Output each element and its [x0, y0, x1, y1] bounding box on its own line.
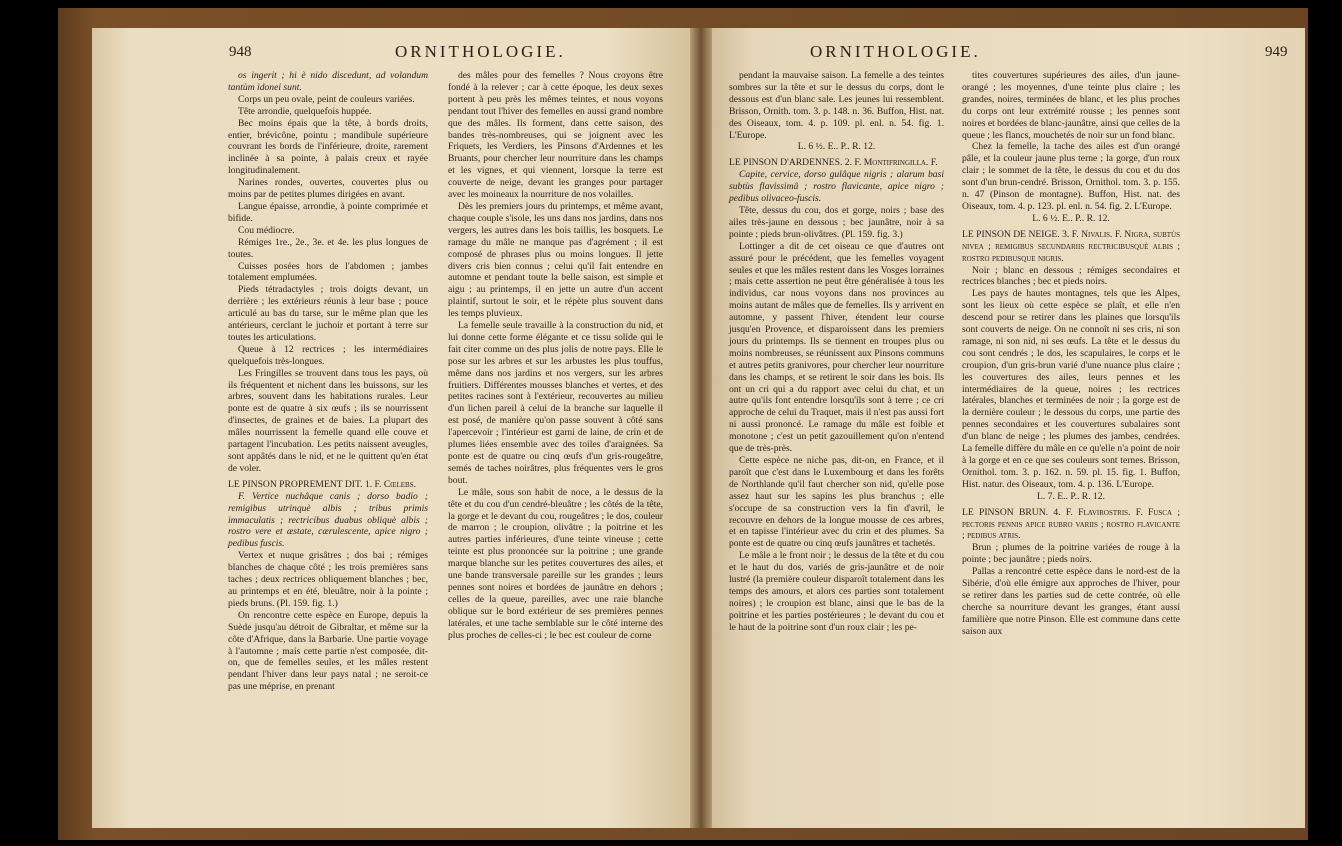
- paragraph: des mâles pour des femelles ? Nous croyons être fondé à la relever ; car à cette époque, les deux sexes portent à peu près les mêmes teintes, et nous voyons pendant tout l'hiver des femelles en aussi grand nombre que des mâles. Ils forment, dans cette saison, des bandes très-nombreuses, qui se joignent avec les Friquets, les Verdiers, les Pinsons d'Ardennes et les Bruants, pour chercher leur nourriture dans les champs et les vignes, et qui viennent, lorsque la terre est couverte de neige, devant les granges pour partager avec les moineaux la nourriture de nos volailles.: [448, 70, 663, 201]
- paragraph: Brun ; plumes de la poitrine variées de rouge à la pointe ; bec jaunâtre ; pieds noirs.: [962, 542, 1180, 566]
- left-page-number: 948: [229, 44, 252, 60]
- section-title: LE PINSON BRUN. 4. F. Flavirostris. F. Fusca ; pectoris pennis apice rubro variis ; rostro flavicante ; pedibus atris.: [962, 506, 1180, 542]
- paragraph: Cette espèce ne niche pas, dit-on, en France, et il paroît que c'est dans le Luxembourg et dans les forêts de Northlande qu'il faut chercher son nid, qu'elle pose assez haut sur les sapins les plus branchus ; elle s'occupe de sa construction vers la fin d'avril, le recouvre en dehors de la longue mousse de ces arbres, et en tapisse l'intérieur avec du crin et des plumes. Sa ponte est de quatre ou cinq œufs jaunâtres et tachetés.: [729, 455, 944, 550]
- section-title: LE PINSON D'ARDENNES. 2. F. Montifringilla. F.: [729, 157, 938, 169]
- paragraph: Les Fringilles se trouvent dans tous les pays, où ils fréquentent et nichent dans les buissons, sur les arbres, souvent dans les habitations rurales. Leur ponte est de quatre à six œufs ; ils se nourrissent d'insectes, de graines et de baies. La plupart des mâles nourrissent la femelle quand elle couve et partagent l'incubation. Les petits naissent aveugles, sont appâtés dans le nid, et ne le quittent qu'en état de voler.: [228, 367, 428, 474]
- paragraph: Pieds tétradactyles ; trois doigts devant, un derrière ; les extérieurs réunis à leur base ; pouce articulé au bas du tarse, sur le même plan que les antérieurs, cerclant le juchoir et portant à terre sur toutes les articulations.: [228, 284, 428, 343]
- measurement-line: L. 6 ½. E.. P.. R. 12.: [797, 141, 876, 153]
- right-column-1: [729, 70, 944, 634]
- paragraph: On rencontre cette espèce en Europe, depuis la Suède jusqu'au détroit de Gibraltar, et même sur la côte d'Afrique, dans la Barbarie. Une partie voyage à l'automne ; mais cette partie n'est composée, dit-on, que de femelles seules, et les mâles restent pendant l'hiver dans leur pays natal ; ne seroit-ce pas une méprise, en prenant: [228, 609, 428, 693]
- paragraph: Lottinger a dit de cet oiseau ce que d'autres ont assuré pour le précédent, que les femelles voyagent seules et que les mâles restent dans les Vosges lorraines ; mais cette assertion ne peut être généralisée à tous les individus, car nous voyons dans nos provinces au moins autant de mâles que de femelles. Ils y arrivent en automne, y passent l'hiver, étendent leur course jusqu'en Provence, et disparoissent dans les premiers jours du printemps. Ils se tiennent en troupes plus ou moins nombreuses, se réunissent aux Pinsons communs et autres petits granivores, pour chercher leur nourriture dans les champs, et se retirent le soir dans les bois. Ils ont un cri qui a du rapport avec celui du chat, et un autre qu'ils font entendre lorsqu'ils sont à terre ; ce cri approche de celui du Traquet, mais il n'est pas aussi fort ni aussi prononcé. Le ramage du mâle est foible et monotone ; c'est un petit gazouillement qu'on n'entend que de très-près.: [729, 240, 944, 455]
- paragraph: pendant la mauvaise saison. La femelle a des teintes sombres sur la tête et sur le dessus du corps, dont le dessous est d'un blanc sale. Les jeunes lui ressemblent. Brisson, Ornith. tom. 3. p. 148. n. 36. Buffon, Hist. nat. des Oiseaux, tom. 4. p. 109. pl. enl. n. 54. fig. 1. L'Europe.: [729, 70, 944, 141]
- paragraph: tites couvertures supérieures des ailes, d'un jaune-orangé ; les moyennes, d'une teinte plus claire ; les grandes, noires, terminées de blanc, et les plus proches du corps ont leur extrémité rousse ; les pennes sont noires et bordées de blanc-jaunâtre, ainsi que celles de la queue ; les flancs, mouchetés de noir sur un fond blanc.: [962, 70, 1180, 141]
- paragraph: Tête, dessus du cou, dos et gorge, noirs ; base des ailes très-jaune en dessous ; bec jaunâtre, noir à sa pointe ; pieds brun-olivâtres. (Pl. 159. fig. 3.): [729, 204, 944, 240]
- section-title: LE PINSON DE NEIGE. 3. F. Nivalis. F. Nigra, subtùs nivea ; remigibus secundariis rectricibusquè albis ; rostro pedibusque nigris.: [962, 228, 1180, 264]
- right-page-number: 949: [1265, 44, 1288, 60]
- paragraph: Narines rondes, ouvertes, couvertes plus ou moins par de petites plumes dirigées en avant.: [228, 177, 428, 201]
- left-column-2: [448, 70, 663, 642]
- paragraph: Langue épaisse, arrondie, à pointe comprimée et bifide.: [228, 200, 428, 224]
- measurement-line: L. 6 ½. E.. P.. R. 12.: [1032, 212, 1110, 224]
- paragraph: os ingerit ; hi è nido discedunt, ad volandum tantùm idonei sunt.: [228, 70, 428, 93]
- paragraph: Pallas a rencontré cette espèce dans le nord-est de la Sibérie, d'où elle émigre aux approches de l'hiver, pour se retirer dans les parties sud de cette contrée, où elle cherche sa nourriture devant les granges, étant aussi familière que notre Pinson. Elle est commune dans cette saison aux: [962, 566, 1180, 637]
- paragraph: Capite, cervice, dorso gulâque nigris ; alarum basi subtùs flavissimâ ; rostro flavicante, apice nigro ; pedibus olivaceo-fuscis.: [729, 169, 944, 205]
- section-title: LE PINSON PROPREMENT DIT. 1. F. Cœlebs.: [228, 478, 416, 490]
- paragraph: Corps un peu ovale, peint de couleurs variées.: [238, 93, 415, 105]
- paragraph: Tête arrondie, quelquefois huppée.: [238, 105, 372, 117]
- paragraph: Le mâle, sous son habit de noce, a le dessus de la tête et du cou d'un cendré-bleuâtre ; les côtés de la tête, la gorge et le devant du cou, rougeâtres ; le dos, couleur de marron ; le croupion, olivâtre ; la poitrine et les autres parties inférieures, d'une teinte vineuse ; cette teinte est plus prononcée sur la poitrine ; une grande marque blanche sur les petites couvertures des ailes, et une bande transversale pareille sur les grandes ; leurs pennes sont noires et bordées de jaunâtre en dehors ; celles de la queue, pareilles, avec une raie blanche oblique sur le bord extérieur de ses premières pennes latérales, et une tache semblable sur le côté interne des plus proches de celles-ci ; le bec est couleur de corne: [448, 486, 663, 641]
- book-gutter: [690, 28, 712, 828]
- paragraph: Le mâle a le front noir ; le dessus de la tête et du cou et le haut du dos, variés de gris-jaunâtre et de noir lustré (la première couleur disparoît totalement dans les temps des amours, et alors ces parties sont totalement noires) ; le croupion est blanc, ainsi que le bas de la poitrine et les parties postérieures ; le devant du cou et le haut de la poitrine sont d'un roux clair ; les pe-: [729, 550, 944, 633]
- left-running-head: ORNITHOLOGIE.: [395, 42, 566, 61]
- paragraph: Noir ; blanc en dessous ; rémiges secondaires et rectrices blanches ; bec et pieds noirs.: [962, 264, 1180, 288]
- paragraph: Dès les premiers jours du printemps, et même avant, chaque couple s'isole, les uns dans nos jardins, dans nos vergers, les autres dans les bois taillis, les bosquets. Le ramage du mâle ne manque pas d'agrément ; il est composé de phrases plus ou moins longues. Il jette divers cris bien connus ; celui qu'il fait entendre en automne et pendant toute la belle saison, est simple et aigu ; au printemps, il en jette un autre d'un accent plaintif, surtout le soir, et le répète plus souvent dans les temps pluvieux.: [448, 200, 663, 320]
- paragraph: Chez la femelle, la tache des ailes est d'un orangé pâle, et la couleur jaune plus terne ; la gorge, d'un roux clair ; le sommet de la tête, le dessus du cou et du dos sont d'un brun-cendré. Brisson, Ornithol. tom. 3. p. 155. n. 47 (Pinson de montagne). Buffon, Hist. nat. des Oiseaux, tom. 4. p. 123. pl. enl. n. 54. fig. 2. L'Europe.: [962, 141, 1180, 212]
- paragraph: Vertex et nuque grisâtres ; dos bai ; rémiges blanches de chaque côté ; les trois premières sans taches ; deux rectrices obliquement blanches ; bec, au printemps et en été, bleuâtre, noir à la pointe ; pieds bruns. (Pl. 159. fig. 1.): [228, 550, 428, 609]
- right-running-head: ORNITHOLOGIE.: [810, 42, 981, 61]
- paragraph: Queue à 12 rectrices ; les intermédiaires quelquefois très-longues.: [228, 343, 428, 367]
- paragraph: La femelle seule travaille à la construction du nid, et lui donne cette forme élégante et ce tissu solide qui le fait citer comme un des plus jolis de notre pays. Elle le pose sur les arbres et sur les arbustes les plus touffus, même dans nos jardins et nos vergers, sur les arbres fruitiers. Différentes mousses blanches et vertes, et des petites racines sont à l'extérieur, recouvertes au milieu d'un lichen pareil à celui de la branche sur laquelle il est posé, de manière qu'on passe souvent à côté sans l'apercevoir ; l'intérieur est garni de laine, de crin et de plumes liées ensemble avec des toiles d'araignées. Sa ponte est de quatre ou cinq œufs d'un gris-rougeâtre, semés de taches noirâtres, plus fréquentes vers le gros bout.: [448, 320, 663, 486]
- paragraph: Rémiges 1re., 2e., 3e. et 4e. les plus longues de toutes.: [228, 236, 428, 260]
- paragraph: Cuisses posées hors de l'abdomen ; jambes totalement emplumées.: [228, 260, 428, 284]
- paragraph: Cou médiocre.: [238, 224, 295, 236]
- paragraph: Les pays de hautes montagnes, tels que les Alpes, sont les lieux où cette espèce se plaît, et elle n'en descend pour se retirer dans les plaines que lorsqu'ils sont couverts de neige. On ne connoît ni ses cris, ni son ramage, ni son nid, ni ses œufs. La tête et le dessus du cou sont cendrés ; le dos, les scapulaires, le corps et le croupion, d'un gris-brun varié d'une nuance plus claire ; les couvertures des ailes, leurs pennes et les intermédiaires de la queue, noires ; les rectrices latérales, blanches et terminées de noir ; la gorge est de la dernière couleur ; le dessous du corps, une partie des pennes secondaires et les couvertures subalaires sont d'un blanc de neige ; les plumes des jambes, cendrées. La femelle diffère du mâle en ce qu'elle n'a point de noir à la gorge et en ce que ses couleurs sont ternes. Brisson, Ornithol. tom. 3. p. 162. n. 59. pl. 15. fig. 1. Buffon, Hist. natur. des Oiseaux, tom. 4. p. 136. L'Europe.: [962, 288, 1180, 490]
- measurement-line: L. 7. E.. P.. R. 12.: [1037, 490, 1105, 502]
- left-column-1: [228, 70, 428, 693]
- right-column-2: [962, 70, 1180, 638]
- paragraph: F. Vertice nuchâque canis ; dorso badio ; remigibus utrinquè albis ; tribus primis immaculatis ; rectricibus duabus obliquè albis ; rostro vere et æstate, cærulescente, apice nigro ; pedibus fuscis.: [228, 490, 428, 550]
- paragraph: Bec moins épais que la tête, à bords droits, entier, brévicône, pointu ; mandibule supérieure couvrant les bords de l'inférieure, droite, rarement inclinée à sa pointe, à palais creux et rayée longitudinalement.: [228, 117, 428, 177]
